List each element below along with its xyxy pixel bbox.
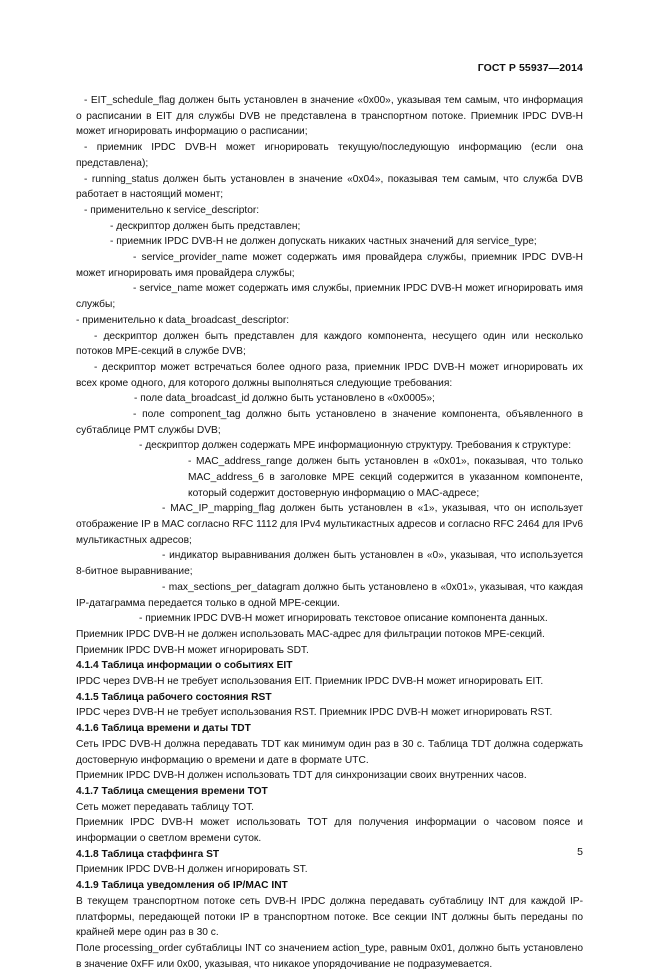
- paragraph: Приемник IPDC DVB-H должен использовать TDT для синхронизации своих внутренних часов.: [76, 770, 527, 782]
- list-item: - MAC_IP_mapping_flag должен быть установлен в «1», указывая, что он использует отображение IP в MAC согласно RFC 1112 для IPv4 мультикастных адресов и согласно RFC 2464 для IPv6 мультикастных адресов;: [76, 503, 583, 546]
- paragraph: Поле processing_order субтаблицы INT со значением action_type, равным 0x01, должно быть установлено в значение 0xFF или 0x00, указывая, что никакое упорядочивание не подразумевается.: [76, 942, 583, 970]
- list-item: - приемник IPDC DVB-H может игнорировать текстовое описание компонента данных.: [139, 613, 548, 625]
- section-heading: 4.1.6 Таблица времени и даты TDT: [76, 723, 251, 735]
- list-item: - дескриптор должен содержать MPE информационную структуру. Требования к структуре:: [139, 440, 572, 452]
- list-item: - service_name может содержать имя службы, приемник IPDC DVB-H может игнорировать имя службы;: [76, 283, 583, 311]
- paragraph: Приемник IPDC DVB-H не должен использовать MAC-адрес для фильтрации потоков MPE-секций.: [76, 628, 545, 640]
- standard-header: ГОСТ Р 55937—2014: [477, 62, 583, 74]
- list-item: - дескриптор должен быть представлен для каждого компонента, несущего один или несколько потоков MPE-секций в службе DVB;: [76, 330, 583, 358]
- page-number: 5: [577, 846, 583, 858]
- page-content: [76, 93, 583, 972]
- paragraph: Приемник IPDC DVB-H может игнорировать SDT.: [76, 644, 309, 656]
- list-item: - дескриптор может встречаться более одного раза, приемник IPDC DVB-H может игнорировать их всех кроме одного, для которого должны выполняться следующие требования:: [76, 361, 583, 389]
- paragraph: Сеть может передавать таблицу TOT.: [76, 801, 254, 813]
- section-heading: 4.1.9 Таблица уведомления об IP/MAC INT: [76, 880, 288, 892]
- paragraph: Приемник IPDC DVB-H может использовать TOT для получения информации о часовом поясе и информации о светлом времени суток.: [76, 817, 583, 845]
- list-item: - поле component_tag должно быть установлено в значение компонента, объявленного в субтаблице PMT службы DVB;: [76, 409, 583, 436]
- list-item: - приемник IPDC DVB-H не должен допускать никаких частных значений для service_type;: [110, 236, 537, 248]
- list-item: - дескриптор должен быть представлен;: [110, 220, 301, 232]
- list-item: - применительно к data_broadcast_descriptor:: [76, 314, 290, 326]
- list-item: - EIT_schedule_flag должен быть установлен в значение «0x00», указывая тем самым, что информация о расписании в EIT для службы DVB не представлена в транспортном потоке. Приемник IPDC DVB-H может игнорировать информацию о расписании;: [76, 95, 583, 138]
- list-item: - running_status должен быть установлен в значение «0x04», показывая тем самым, что служба DVB работает в настоящий момент;: [76, 173, 583, 201]
- list-item: - max_sections_per_datagram должно быть установлено в «0x01», указывая, что каждая IP-датаграмма передается только в одной MPE-секции.: [76, 581, 583, 609]
- paragraph: В текущем транспортном потоке сеть DVB-H IPDC должна передавать субтаблицу INT для каждой IP-платформы, передающей потоки IP в транспортном потоке. Все секции INT должны быть переданы по крайней мере один раз в 30 с.: [76, 895, 583, 939]
- section-heading: 4.1.7 Таблица смещения времени TOT: [76, 785, 268, 797]
- section-heading: 4.1.8 Таблица стаффинга ST: [76, 848, 220, 860]
- section-heading: 4.1.5 Таблица рабочего состояния RST: [76, 691, 272, 703]
- list-item: - service_provider_name может содержать имя провайдера службы, приемник IPDC DVB-H может игнорировать имя провайдера службы;: [76, 252, 583, 279]
- list-item: - применительно к service_descriptor:: [84, 204, 260, 216]
- paragraph: Приемник IPDC DVB-H должен игнорировать ST.: [76, 864, 308, 876]
- list-item: - приемник IPDC DVB-H может игнорировать текущую/последующую информацию (если она представлена);: [76, 142, 583, 169]
- list-item: - поле data_broadcast_id должно быть установлено в «0x0005»;: [134, 393, 435, 405]
- list-item: - MAC_address_range должен быть установлен в «0x01», показывая, что только MAC_address_6 в заголовке MPE секций содержится в указанном компоненте, который содержит достоверную информацию о MAC-адресе;: [188, 456, 583, 499]
- list-item: - индикатор выравнивания должен быть установлен в «0», указывая, что используется 8-битное выравнивание;: [76, 550, 583, 578]
- paragraph: IPDC через DVB-H не требует использования EIT. Приемник IPDC DVB-H может игнорировать EIT.: [76, 676, 544, 688]
- section-heading: 4.1.4 Таблица информации о событиях EIT: [76, 660, 293, 672]
- paragraph: IPDC через DVB-H не требует использования RST. Приемник IPDC DVB-H может игнорировать RST.: [76, 707, 553, 719]
- paragraph: Сеть IPDC DVB-H должна передавать TDT как минимум один раз в 30 с. Таблица TDT должна содержать достоверную информацию о времени и дате в формате UTC.: [76, 738, 583, 766]
